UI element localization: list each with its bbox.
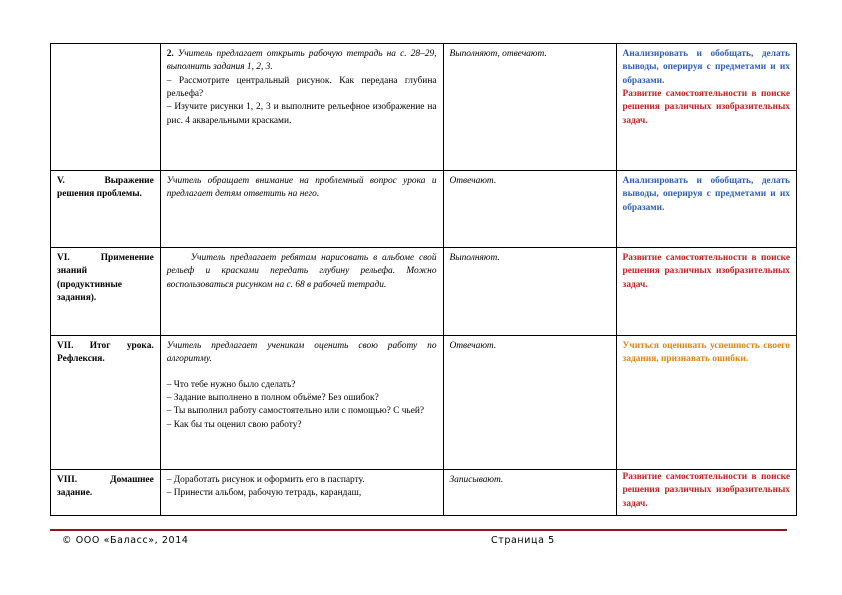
- homework-line: – Принести альбом, рабочую тетрадь, карандаш,: [166, 488, 362, 499]
- student-activity-cell: Отвечают.: [443, 171, 616, 248]
- outcome-independence: Развитие самостоятельности в поиске решения различных изобразительных задач.: [622, 253, 790, 290]
- footer-page-number: Страница 5: [491, 535, 555, 546]
- outcome-analysis: Анализировать и обобщать, делать выводы, оперируя с предметами и их образами.: [622, 49, 790, 86]
- question-line: – Рассмотрите центральный рисунок. Как передана глубина рельефа?: [166, 75, 437, 100]
- student-activity-cell: Отвечают.: [443, 336, 616, 470]
- footer-divider: [50, 529, 787, 531]
- question-line: – Изучите рисунки 1, 2, 3 и выполните рельефное изображение на рис. 4 акварельными красками.: [166, 102, 437, 126]
- stage-cell: VIII. Домашнее задание.: [51, 470, 161, 516]
- footer-copyright: © ООО «Баласс», 2014: [62, 535, 189, 546]
- teacher-activity-cell: Учитель предлагает ребятам нарисовать в альбоме свой рельеф и красками передать глубину рельефа. Можно воспользоваться рисунком на с. 68 в рабочей тетради.: [160, 248, 443, 336]
- learning-outcome-cell: [616, 336, 796, 470]
- homework-line: – Доработать рисунок и оформить его в паспарту.: [166, 475, 365, 485]
- learning-outcome-cell: [616, 470, 796, 516]
- outcome-independence: Развитие самостоятельности в поиске решения различных изобразительных задач.: [622, 89, 790, 126]
- teacher-activity-cell: Учитель обращает внимание на проблемный вопрос урока и предлагает детям ответить на него.: [160, 171, 443, 248]
- task-number: 2.: [166, 49, 174, 59]
- table-row: [51, 44, 797, 171]
- table-row: [51, 470, 797, 516]
- lesson-plan-table: [50, 43, 797, 516]
- table-row: [51, 248, 797, 336]
- question-line: – Как бы ты оценил свою работу?: [166, 419, 302, 430]
- outcome-analysis: Анализировать и обобщать, делать выводы, оперируя с предметами и их образами.: [622, 176, 790, 213]
- student-activity-cell: Выполняют, отвечают.: [443, 44, 616, 171]
- outcome-self-assessment: Учиться оценивать успешность своего задания, признавать ошибки.: [622, 341, 790, 365]
- student-activity-cell: Выполняют.: [443, 248, 616, 336]
- stage-cell: VII. Итог урока. Рефлексия.: [51, 336, 161, 470]
- question-line: – Задание выполнено в полном объёме? Без ошибок?: [166, 393, 379, 404]
- outcome-independence: Развитие самостоятельности в поиске решения различных изобразительных задач.: [622, 472, 790, 509]
- stage-cell: VI. Применение знаний (продуктивные задания).: [51, 248, 161, 336]
- teacher-intro: Учитель предлагает ученикам оценить свою работу по алгоритму.: [166, 341, 437, 365]
- question-line: – Ты выполнил работу самостоятельно или с помощью? С чьей?: [166, 406, 425, 417]
- teacher-activity-cell: [160, 470, 443, 516]
- learning-outcome-cell: [616, 171, 796, 248]
- teacher-intro: Учитель предлагает открыть рабочую тетрадь на с. 28–29, выполнить задания 1, 2, 3.: [166, 49, 437, 73]
- stage-cell: [51, 44, 161, 171]
- question-line: – Что тебе нужно было сделать?: [166, 379, 296, 390]
- stage-cell: V. Выражение решения проблемы.: [51, 171, 161, 248]
- learning-outcome-cell: [616, 44, 796, 171]
- learning-outcome-cell: [616, 248, 796, 336]
- teacher-activity-cell: [160, 336, 443, 470]
- student-activity-cell: Записывают.: [443, 470, 616, 516]
- table-row: [51, 336, 797, 470]
- teacher-activity-cell: [160, 44, 443, 171]
- table-row: [51, 171, 797, 248]
